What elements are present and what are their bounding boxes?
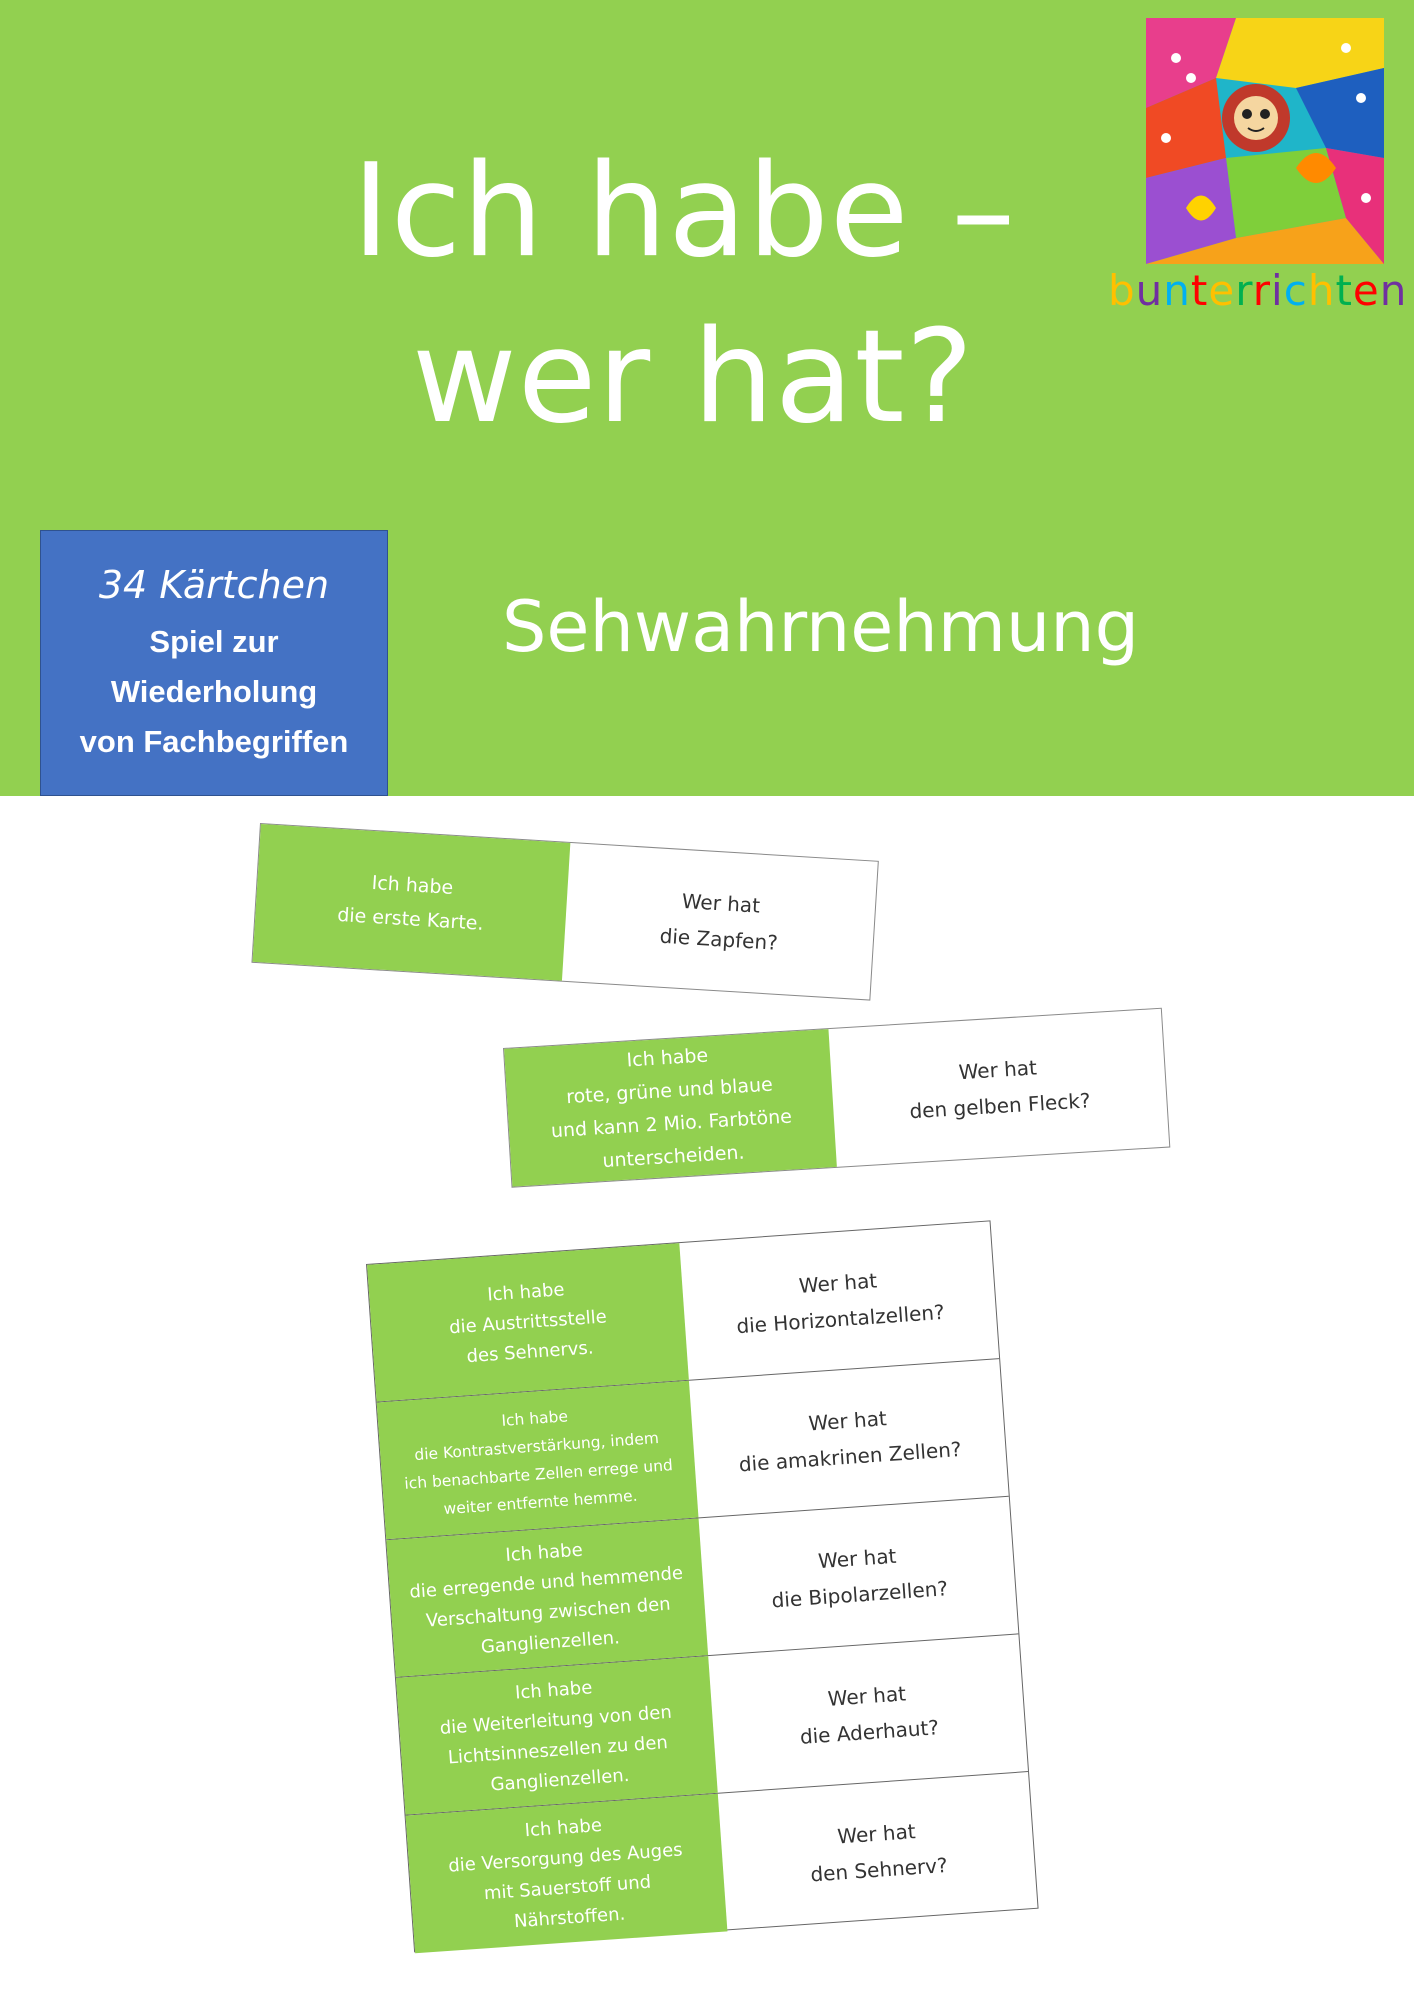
card-text: die Austrittsstelle xyxy=(448,1305,608,1338)
card-text: des Sehnervs. xyxy=(465,1336,595,1367)
card-text: Wer hat xyxy=(817,1543,898,1573)
title-line-2: wer hat? xyxy=(412,303,975,452)
card-text: die erregende und hemmende xyxy=(408,1562,684,1603)
card-text: die Versorgung des Auges xyxy=(447,1839,684,1877)
card-have-side xyxy=(406,1794,728,1953)
card-count: 34 Kärtchen xyxy=(98,563,330,607)
info-line: Spiel zur xyxy=(149,624,279,659)
hero-banner xyxy=(0,0,1414,796)
card-text: Ich habe xyxy=(626,1044,709,1072)
card-text: und kann 2 Mio. Farbtöne xyxy=(550,1105,793,1143)
card-text: weiter entfernte hemme. xyxy=(442,1486,639,1518)
card-who-side xyxy=(562,843,878,1000)
card-sheet xyxy=(366,1220,1039,1952)
brand-letter: b xyxy=(1108,266,1136,315)
card-who-side xyxy=(718,1772,1038,1931)
card-text: ich benachbarte Zellen errege und xyxy=(403,1455,674,1493)
card-text: die Kontrastverstärkung, indem xyxy=(413,1428,660,1464)
sloth-painting-icon xyxy=(1146,18,1384,264)
game-card xyxy=(251,823,878,1001)
card-who-side xyxy=(708,1634,1028,1792)
card-text: die Aderhaut? xyxy=(799,1714,940,1749)
card-text: Ich habe xyxy=(500,1406,569,1430)
brand-letter: e xyxy=(1352,266,1380,315)
card-text: die amakrinen Zellen? xyxy=(738,1436,963,1476)
card-have-side xyxy=(253,824,571,981)
brand-letter: r xyxy=(1235,266,1253,315)
game-card xyxy=(503,1008,1170,1188)
card-text: Ich habe xyxy=(514,1676,593,1704)
card-who-side xyxy=(828,1009,1169,1167)
card-text: Wer hat xyxy=(798,1267,878,1298)
card-text: die Weiterleitung von den xyxy=(439,1701,673,1739)
card-text: Wer hat xyxy=(681,888,761,918)
card-text: Ich habe xyxy=(371,871,454,899)
info-line: von Fachbegriffen xyxy=(79,724,349,759)
card-text: die Zapfen? xyxy=(659,923,779,955)
card-text: Nährstoffen. xyxy=(513,1903,626,1933)
card-text: rote, grüne und blaue xyxy=(565,1073,774,1109)
brand-letter: n xyxy=(1379,266,1408,315)
card-text: Lichtsinneszellen zu den xyxy=(447,1731,669,1768)
card-have-side xyxy=(367,1243,689,1402)
card-text: den gelben Fleck? xyxy=(908,1088,1092,1124)
card-text: Wer hat xyxy=(957,1055,1038,1085)
card-text: unterscheiden. xyxy=(601,1141,746,1173)
card-text: Ich habe xyxy=(524,1814,603,1842)
card-have-side xyxy=(386,1518,708,1677)
card-text: Wer hat xyxy=(826,1680,907,1711)
card-text: Verschaltung zwischen den xyxy=(425,1593,672,1632)
brand-letter: u xyxy=(1135,266,1164,315)
brand-wordmark xyxy=(1108,266,1407,315)
brand-letter: h xyxy=(1307,266,1336,315)
brand-letter: t xyxy=(1190,266,1209,315)
brand-letter: n xyxy=(1163,266,1191,315)
brand-letter: i xyxy=(1271,266,1284,315)
title-line-1: Ich habe – xyxy=(352,137,1017,286)
card-text: den Sehnerv? xyxy=(809,1852,949,1887)
card-text: die Bipolarzellen? xyxy=(770,1575,949,1612)
card-who-side xyxy=(699,1497,1019,1655)
card-text: die erste Karte. xyxy=(336,903,485,935)
card-text: Wer hat xyxy=(836,1819,917,1849)
brand-letter: r xyxy=(1252,266,1272,315)
card-who-side xyxy=(689,1359,1009,1517)
card-have-side xyxy=(504,1029,837,1187)
card-text: die Horizontalzellen? xyxy=(735,1299,946,1338)
brand-letter: c xyxy=(1283,266,1308,315)
card-who-side xyxy=(679,1221,999,1379)
card-text: Ganglienzellen. xyxy=(489,1764,631,1796)
card-text: Ganglienzellen. xyxy=(480,1626,621,1658)
info-line: Wiederholung xyxy=(110,674,318,709)
card-text: Ich habe xyxy=(504,1539,584,1566)
subject-title: Sehwahrnehmung xyxy=(502,586,1140,668)
brand-letter: t xyxy=(1335,266,1353,315)
card-have-side xyxy=(396,1656,718,1815)
brand-letter: e xyxy=(1208,266,1236,315)
card-text: Wer hat xyxy=(807,1405,888,1435)
card-have-side xyxy=(377,1381,699,1540)
info-box xyxy=(40,530,388,796)
card-text: mit Sauerstoff und xyxy=(483,1871,652,1905)
card-text: Ich habe xyxy=(486,1278,566,1306)
